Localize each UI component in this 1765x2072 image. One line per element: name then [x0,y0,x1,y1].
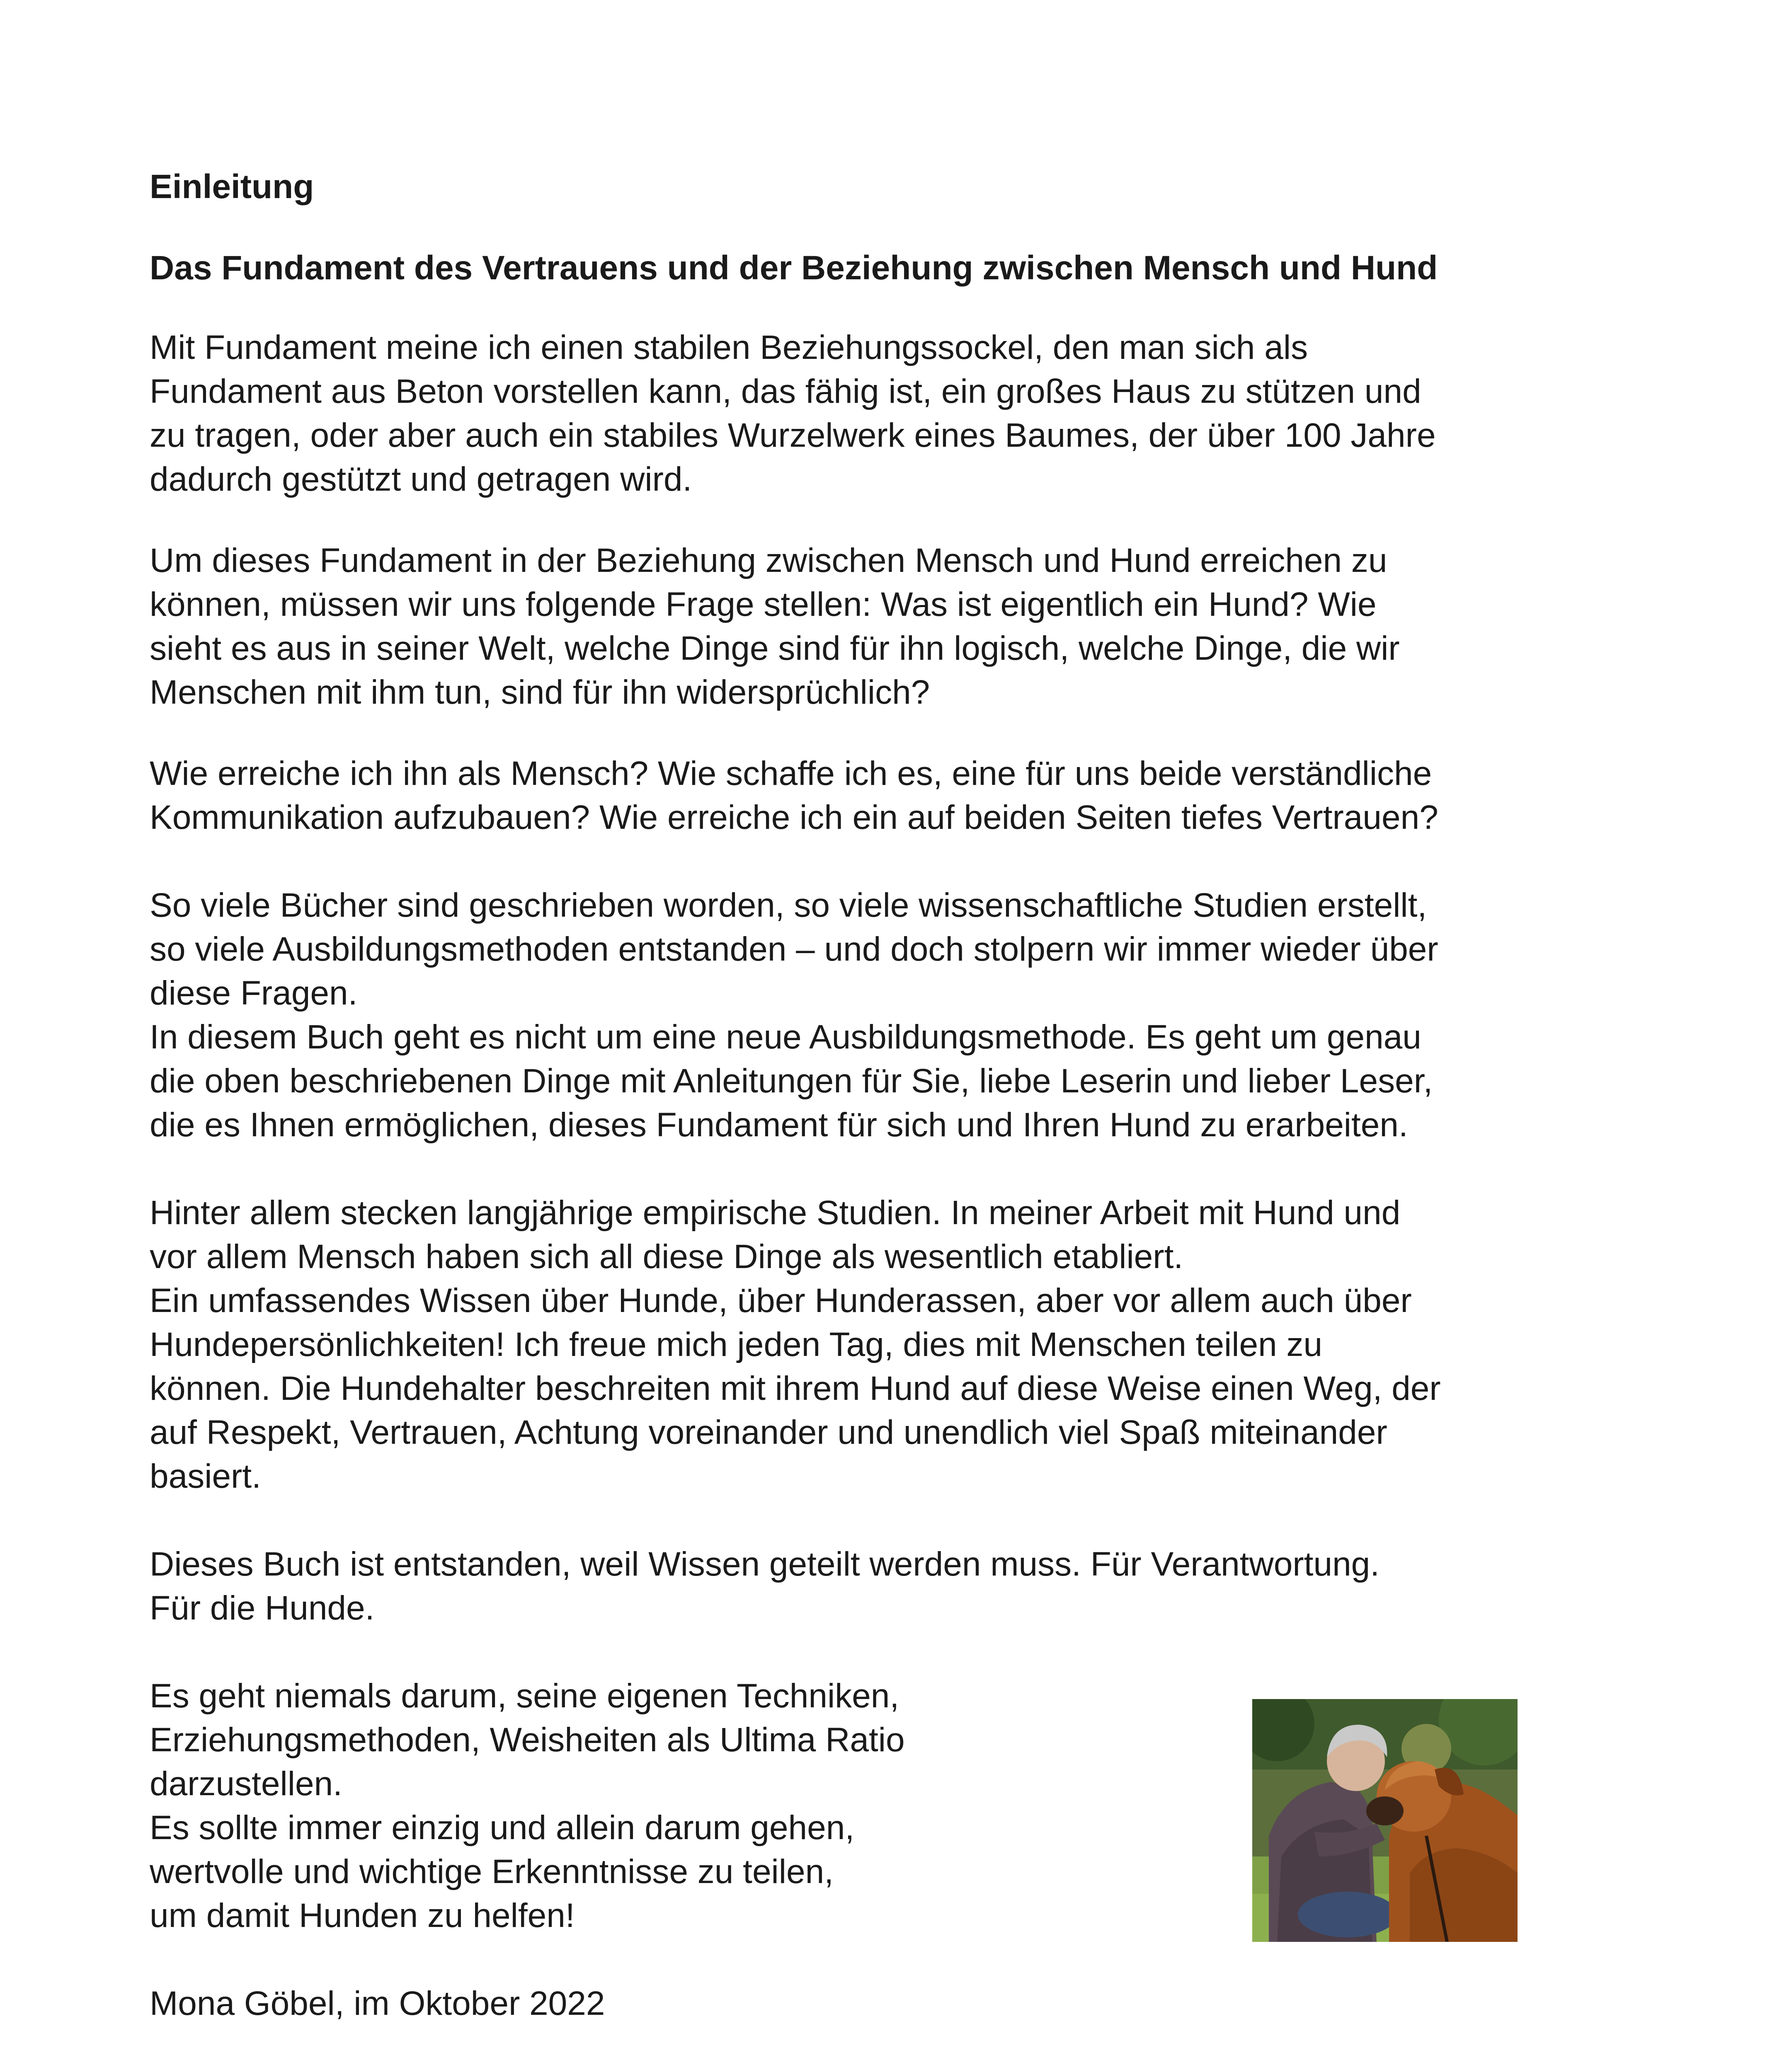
text-line: Ein umfassendes Wissen über Hunde, über Hunderassen, aber vor allem auch über [150,1282,1412,1319]
text-line: zu tragen, oder aber auch ein stabiles Wurzelwerk eines Baumes, der über 100 Jahre [150,416,1436,454]
text-line: Kommunikation aufzubauen? Wie erreiche ich ein auf beiden Seiten tiefes Vertrauen? [150,799,1438,836]
blank-line [150,840,1625,884]
text-line: dadurch gestützt und getragen wird. [150,460,692,498]
chapter-subheading: Das Fundament des Vertrauens und der Beziehung zwischen Mensch und Hund [150,249,1438,287]
blank-line [150,1630,1625,1674]
text-line: Hinter allem stecken langjährige empirische Studien. In meiner Arbeit mit Hund und [150,1194,1401,1232]
blank-line [150,1498,1625,1542]
paragraph-fundament [150,326,1625,501]
paragraph-question [150,539,1625,714]
text-line: wertvolle und wichtige Erkenntnisse zu teilen, [150,1853,834,1890]
closing-section [150,1674,1625,1938]
signature-text: Mona Göbel, im Oktober 2022 [150,1985,605,2022]
page-content [150,165,1625,2026]
text-line: so viele Ausbildungsmethoden entstanden – und doch stolpern wir immer wieder über [150,930,1438,968]
paragraph-spacer [150,714,1625,752]
text-line: Fundament aus Beton vorstellen kann, das fähig ist, ein großes Haus zu stützen und [150,373,1421,410]
text-line: die oben beschriebenen Dinge mit Anleitungen für Sie, liebe Leserin und lieber Leser, [150,1062,1433,1100]
text-line: Hundepersönlichkeiten! Ich freue mich jeden Tag, dies mit Menschen teilen zu [150,1326,1323,1363]
author-with-dog-photo [1252,1699,1518,1942]
text-line: können, müssen wir uns folgende Frage stellen: Was ist eigentlich ein Hund? Wie [150,586,1377,623]
photo-illustration [1252,1699,1518,1942]
paragraph-studies [150,1191,1625,1498]
text-line: vor allem Mensch haben sich all diese Dinge als wesentlich etabliert. [150,1238,1183,1276]
text-line: diese Fragen. [150,974,358,1012]
blank-line [150,1147,1625,1191]
text-line: Wie erreiche ich ihn als Mensch? Wie schaffe ich es, eine für uns beide verständliche [150,755,1432,792]
text-line: Menschen mit ihm tun, sind für ihn widersprüchlich? [150,673,930,711]
text-line: Erziehungsmethoden, Weisheiten als Ultima Ratio [150,1721,905,1759]
paragraph-closing [150,1674,905,1938]
text-line: sieht es aus in seiner Welt, welche Dinge sind für ihn logisch, welche Dinge, die wir [150,629,1400,667]
text-line: basiert. [150,1457,261,1495]
chapter-heading: Einleitung [150,168,314,206]
text-line: auf Respekt, Vertrauen, Achtung voreinander und unendlich viel Spaß miteinander [150,1414,1387,1451]
text-line: Es geht niemals darum, seine eigenen Techniken, [150,1677,899,1715]
paragraph-communication [150,752,1625,840]
text-line: Mit Fundament meine ich einen stabilen Beziehungssockel, den man sich als [150,329,1308,366]
paragraph-spacer [150,501,1625,539]
text-line: In diesem Buch geht es nicht um eine neue Ausbildungsmethode. Es geht um genau [150,1018,1421,1056]
text-line: Um dieses Fundament in der Beziehung zwischen Mensch und Hund erreichen zu [150,542,1387,579]
paragraph-books [150,884,1625,1147]
text-line: die es Ihnen ermöglichen, dieses Fundament für sich und Ihren Hund zu erarbeiten. [150,1106,1408,1144]
paragraph-purpose [150,1542,1625,1630]
text-line: Dieses Buch ist entstanden, weil Wissen geteilt werden muss. Für Verantwortung. [150,1545,1380,1583]
text-line: können. Die Hundehalter beschreiten mit ihrem Hund auf diese Weise einen Weg, der [150,1370,1441,1407]
text-line: Für die Hunde. [150,1589,375,1627]
text-line: Es sollte immer einzig und allein darum gehen, [150,1809,855,1847]
text-line: So viele Bücher sind geschrieben worden, so viele wissenschaftliche Studien erstellt, [150,886,1427,924]
text-line: um damit Hunden zu helfen! [150,1897,575,1934]
author-signature [150,1982,1625,2026]
blank-line [150,1938,1625,1982]
text-line: darzustellen. [150,1765,342,1803]
